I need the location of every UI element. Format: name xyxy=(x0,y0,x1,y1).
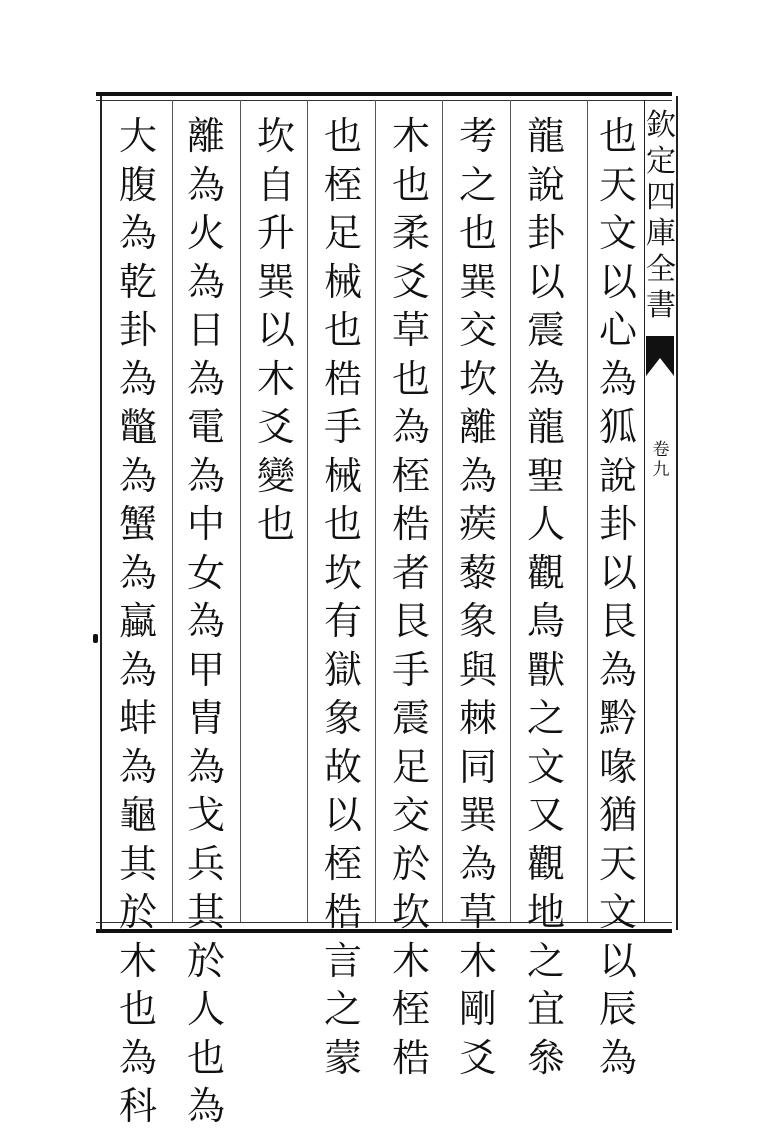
column-char: 草 xyxy=(458,890,497,934)
text-column-8 xyxy=(110,112,166,1131)
column-char: 藜 xyxy=(458,550,497,595)
column-char: 其 xyxy=(186,890,225,934)
column-char: 者 xyxy=(391,550,430,595)
column-char: 木 xyxy=(458,938,497,983)
column-char: 文 xyxy=(526,744,565,789)
column-char: 為 xyxy=(118,356,157,401)
column-char: 為 xyxy=(118,647,157,692)
column-char: 也 xyxy=(323,502,362,546)
column-char: 其 xyxy=(118,841,157,886)
column-char: 人 xyxy=(186,987,225,1031)
column-char: 梏 xyxy=(323,356,362,401)
column-char: 為 xyxy=(458,453,497,498)
text-column-2 xyxy=(518,112,574,1082)
text-column-7 xyxy=(178,112,234,1131)
column-char: 聖 xyxy=(526,453,565,498)
column-char: 考 xyxy=(458,114,497,158)
column-char: 手 xyxy=(391,647,430,692)
column-char: 科 xyxy=(118,1084,157,1128)
column-char: 柔 xyxy=(391,211,430,255)
column-char: 於 xyxy=(186,938,225,983)
column-char: 巽 xyxy=(256,259,295,304)
frame-top-rule xyxy=(96,92,672,96)
column-char: 之 xyxy=(526,938,565,983)
column-char: 獸 xyxy=(526,647,565,692)
column-divider xyxy=(587,100,588,922)
column-char: 交 xyxy=(458,308,497,352)
column-char: 龜 xyxy=(118,793,157,837)
column-char: 為 xyxy=(598,647,637,692)
column-char: 以 xyxy=(598,259,637,304)
column-char: 卦 xyxy=(598,502,637,546)
margin-char: 四 xyxy=(646,180,676,215)
column-char: 為 xyxy=(186,453,225,498)
column-char: 心 xyxy=(598,308,637,352)
column-char: 故 xyxy=(323,744,362,789)
column-char: 梏 xyxy=(323,890,362,934)
text-column-6 xyxy=(248,112,304,549)
column-char: 辰 xyxy=(598,987,637,1031)
column-char: 為 xyxy=(598,356,637,401)
margin-volume-label xyxy=(645,440,677,480)
column-char: 之 xyxy=(458,162,497,207)
column-char: 也 xyxy=(323,308,362,352)
column-char: 說 xyxy=(526,162,565,207)
column-char: 以 xyxy=(256,308,295,352)
column-char: 為 xyxy=(526,356,565,401)
column-char: 鼈 xyxy=(118,405,157,449)
column-char: 木 xyxy=(391,114,430,158)
column-char: 也 xyxy=(256,502,295,546)
column-char: 震 xyxy=(391,696,430,740)
column-divider xyxy=(172,100,173,922)
column-char: 梏 xyxy=(391,1035,430,1080)
column-char: 以 xyxy=(526,259,565,304)
column-char: 之 xyxy=(323,987,362,1031)
column-char: 也 xyxy=(118,987,157,1031)
margin-char: 庫 xyxy=(646,216,676,251)
column-char: 喙 xyxy=(598,744,637,789)
column-char: 腹 xyxy=(118,162,157,207)
column-char: 為 xyxy=(118,211,157,255)
column-char: 觀 xyxy=(526,841,565,886)
column-char: 龍 xyxy=(526,405,565,449)
column-char: 升 xyxy=(256,211,295,255)
column-char: 草 xyxy=(391,308,430,352)
column-divider xyxy=(442,100,443,922)
column-char: 械 xyxy=(323,259,362,304)
column-char: 桎 xyxy=(323,841,362,886)
column-char: 為 xyxy=(186,162,225,207)
column-char: 為 xyxy=(186,259,225,304)
column-char: 於 xyxy=(391,841,430,886)
column-char: 有 xyxy=(323,599,362,643)
column-char: 爻 xyxy=(256,405,295,449)
frame-top-inner-rule xyxy=(96,100,672,101)
column-char: 也 xyxy=(391,162,430,207)
column-char: 鳥 xyxy=(526,599,565,643)
column-char: 棘 xyxy=(458,696,497,740)
column-char: 艮 xyxy=(598,599,637,643)
column-char: 獄 xyxy=(323,647,362,692)
column-divider xyxy=(307,100,308,922)
column-char: 離 xyxy=(458,405,497,449)
column-char: 為 xyxy=(186,744,225,789)
column-char: 蟹 xyxy=(118,502,157,546)
column-char: 與 xyxy=(458,647,497,692)
column-char: 電 xyxy=(186,405,225,449)
column-char: 也 xyxy=(458,211,497,255)
text-column-1 xyxy=(590,112,646,1082)
column-char: 為 xyxy=(391,405,430,449)
frame-left-rule xyxy=(100,96,102,930)
text-column-3 xyxy=(450,112,506,1082)
column-char: 文 xyxy=(598,890,637,934)
column-char: 木 xyxy=(256,356,295,401)
column-char: 蠃 xyxy=(118,599,157,643)
column-char: 手 xyxy=(323,405,362,449)
column-char: 以 xyxy=(598,938,637,983)
column-char: 象 xyxy=(323,696,362,740)
column-char: 猶 xyxy=(598,793,637,837)
column-char: 中 xyxy=(186,502,225,546)
column-char: 為 xyxy=(598,1035,637,1080)
margin-char: 定 xyxy=(646,144,676,179)
column-char: 爻 xyxy=(391,259,430,304)
column-char: 為 xyxy=(118,1035,157,1080)
column-char: 說 xyxy=(598,453,637,498)
column-char: 戈 xyxy=(186,793,225,837)
column-char: 之 xyxy=(526,696,565,740)
column-char: 卦 xyxy=(118,308,157,352)
column-char: 天 xyxy=(598,162,637,207)
column-char: 以 xyxy=(323,793,362,837)
column-char: 文 xyxy=(598,211,637,255)
margin-char: 書 xyxy=(646,288,676,323)
column-char: 地 xyxy=(526,890,565,934)
column-char: 蒺 xyxy=(458,502,497,546)
column-char: 為 xyxy=(186,1084,225,1128)
column-char: 為 xyxy=(186,356,225,401)
text-column-5 xyxy=(315,112,371,1082)
column-char: 於 xyxy=(118,890,157,934)
margin-char: 欽 xyxy=(646,108,676,143)
column-char: 梏 xyxy=(391,502,430,546)
column-char: 龍 xyxy=(526,114,565,158)
column-char: 桎 xyxy=(323,162,362,207)
column-divider xyxy=(240,100,241,922)
column-char: 火 xyxy=(186,211,225,255)
column-char: 也 xyxy=(391,356,430,401)
column-char: 黔 xyxy=(598,696,637,740)
text-column-4 xyxy=(383,112,439,1082)
column-char: 天 xyxy=(598,841,637,886)
column-char: 爻 xyxy=(458,1035,497,1080)
column-char: 兵 xyxy=(186,841,225,886)
column-char: 艮 xyxy=(391,599,430,643)
column-char: 宜 xyxy=(526,987,565,1031)
column-char: 言 xyxy=(323,938,362,983)
column-char: 坎 xyxy=(323,550,362,595)
column-char: 叅 xyxy=(526,1035,565,1080)
column-char: 甲 xyxy=(186,647,225,692)
column-char: 蒙 xyxy=(323,1035,362,1080)
column-char: 坎 xyxy=(391,890,430,934)
column-char: 為 xyxy=(186,599,225,643)
column-char: 震 xyxy=(526,308,565,352)
column-char: 人 xyxy=(526,502,565,546)
column-char: 木 xyxy=(118,938,157,983)
margin-char: 卷 xyxy=(652,440,670,460)
column-char: 狐 xyxy=(598,405,637,449)
column-divider xyxy=(375,100,376,922)
column-char: 桎 xyxy=(391,987,430,1031)
column-char: 足 xyxy=(323,211,362,255)
column-char: 蚌 xyxy=(118,696,157,740)
column-char: 械 xyxy=(323,453,362,498)
margin-char: 全 xyxy=(646,252,676,287)
column-char: 為 xyxy=(458,841,497,886)
column-char: 又 xyxy=(526,793,565,837)
column-char: 為 xyxy=(118,550,157,595)
ink-speck xyxy=(93,634,98,643)
column-char: 卦 xyxy=(526,211,565,255)
column-char: 足 xyxy=(391,744,430,789)
column-char: 剛 xyxy=(458,987,497,1031)
column-char: 交 xyxy=(391,793,430,837)
column-char: 木 xyxy=(391,938,430,983)
margin-book-title xyxy=(645,108,677,324)
column-char: 同 xyxy=(458,744,497,789)
column-char: 觀 xyxy=(526,550,565,595)
column-char: 自 xyxy=(256,162,295,207)
column-char: 桎 xyxy=(391,453,430,498)
column-char: 離 xyxy=(186,114,225,158)
column-char: 為 xyxy=(118,453,157,498)
column-char: 日 xyxy=(186,308,225,352)
column-char: 坎 xyxy=(256,114,295,158)
column-char: 女 xyxy=(186,550,225,595)
column-char: 大 xyxy=(118,114,157,158)
column-char: 胄 xyxy=(186,696,225,740)
column-char: 巽 xyxy=(458,259,497,304)
margin-char: 九 xyxy=(652,460,670,480)
column-char: 也 xyxy=(598,114,637,158)
column-char: 象 xyxy=(458,599,497,643)
column-char: 也 xyxy=(323,114,362,158)
column-char: 乾 xyxy=(118,259,157,304)
column-char: 以 xyxy=(598,550,637,595)
column-char: 坎 xyxy=(458,356,497,401)
column-char: 也 xyxy=(186,1035,225,1080)
column-divider xyxy=(510,100,511,922)
column-char: 變 xyxy=(256,453,295,498)
column-char: 巽 xyxy=(458,793,497,837)
column-char: 為 xyxy=(118,744,157,789)
